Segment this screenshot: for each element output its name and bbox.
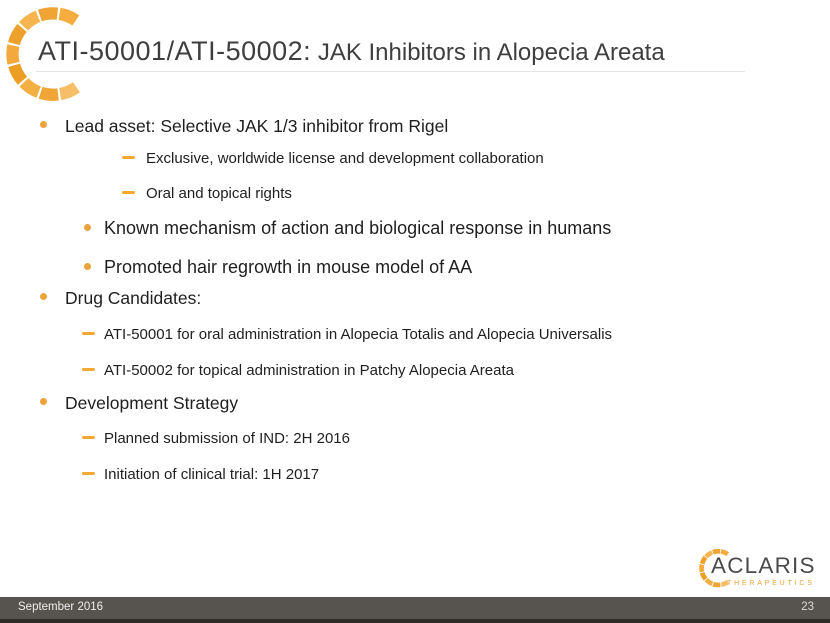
- bullet-item-drug-candidates: [40, 288, 201, 309]
- bullet-text: ATI-50002 for topical administration in Patchy Alopecia Areata: [104, 362, 514, 379]
- page-number: 23: [801, 601, 814, 613]
- bullet-text: Drug Candidates:: [65, 288, 202, 308]
- bullet-item-known-mechanism: [84, 218, 611, 239]
- bullet-item-development-strategy: [40, 393, 238, 414]
- aclaris-tagline: THERAPEUTICS: [727, 580, 815, 587]
- bullet-text: Exclusive, worldwide license and development collaboration: [146, 150, 544, 167]
- bullet-text: Known mechanism of action and biological response in humans: [104, 218, 612, 238]
- bullet-text: Oral and topical rights: [146, 185, 292, 202]
- bullet-item-clinical-trial: [82, 466, 319, 483]
- bullet-dash-icon: [82, 368, 95, 371]
- bullet-dash-icon: [82, 332, 95, 335]
- bullet-text: Planned submission of IND: 2H 2016: [104, 430, 350, 447]
- bullet-dash-icon: [122, 156, 135, 159]
- bullet-dot-icon: [84, 224, 91, 231]
- bullet-text: Promoted hair regrowth in mouse model of AA: [104, 257, 473, 277]
- bullet-text: ATI-50001 for oral administration in Alopecia Totalis and Alopecia Universalis: [104, 326, 613, 343]
- bullet-item-lead-asset: [40, 116, 448, 137]
- bullet-item-hair-regrowth: [84, 257, 472, 278]
- bullet-item-oral-topical: [122, 185, 292, 202]
- bullet-text: Initiation of clinical trial: 1H 2017: [104, 466, 320, 483]
- bullet-item-ati-50001: [82, 326, 612, 343]
- bottom-strip: [0, 619, 830, 623]
- bullet-item-ind-submission: [82, 430, 350, 447]
- aclaris-wordmark: ACLARIS: [711, 553, 816, 578]
- bullet-item-exclusive-license: [122, 150, 544, 167]
- bullet-dot-icon: [40, 121, 47, 128]
- title-subject: JAK Inhibitors in Alopecia Areata: [311, 39, 665, 66]
- aclaris-logo: [698, 547, 818, 592]
- title-divider: [36, 71, 745, 72]
- bullet-dot-icon: [40, 293, 47, 300]
- bullet-dash-icon: [122, 191, 135, 194]
- bullet-text: Development Strategy: [65, 393, 239, 413]
- bullet-dash-icon: [82, 436, 95, 439]
- footer-bar: [0, 597, 830, 619]
- bullet-item-ati-50002: [82, 362, 514, 379]
- bullet-dash-icon: [82, 472, 95, 475]
- bullet-dot-icon: [84, 263, 91, 270]
- bullet-text: Lead asset: Selective JAK 1/3 inhibitor from Rigel: [65, 116, 449, 136]
- page-title: [38, 36, 665, 67]
- bullet-dot-icon: [40, 398, 47, 405]
- title-ids: ATI-50001/ATI-50002:: [38, 36, 312, 66]
- slide-date: September 2016: [18, 601, 104, 613]
